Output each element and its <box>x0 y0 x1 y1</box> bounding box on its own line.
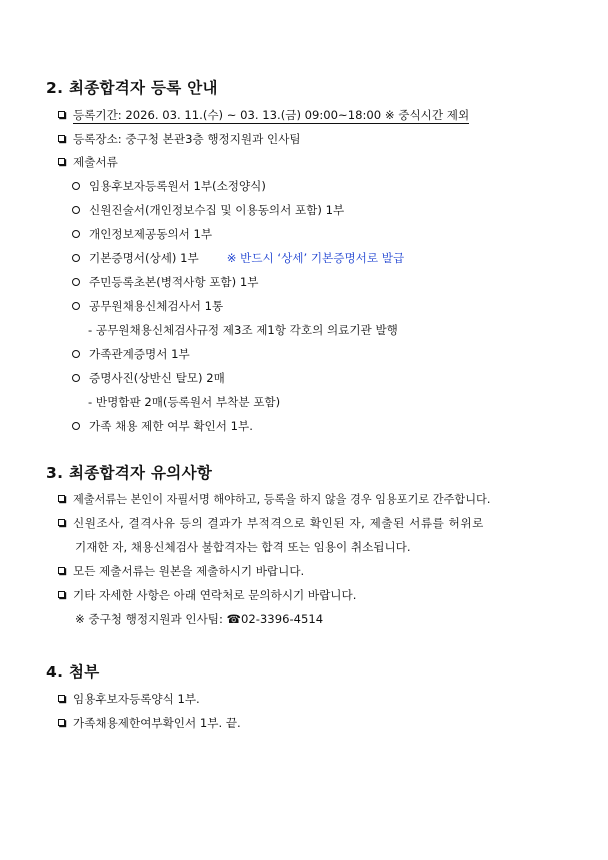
notice-item <box>58 515 484 531</box>
document-item <box>72 370 225 386</box>
section-2-heading: 2. 최종합격자 등록 안내 <box>46 79 218 97</box>
document-subnote: - 반명함판 2매(등록원서 부착분 포함) <box>88 395 281 409</box>
document-item <box>72 178 266 194</box>
notice-item <box>58 491 490 508</box>
document-note: ※ 반드시 ‘상세’ 기본증명서로 발급 <box>226 251 405 265</box>
required-documents-label <box>58 154 118 170</box>
contact-info: ※ 중구청 행정지원과 인사팀: ☎02-3396-4514 <box>75 612 324 626</box>
attachment-item-text: 가족채용제한여부확인서 1부. 끝. <box>73 716 241 730</box>
notice-item-text: 모든 제출서류는 원본을 제출하시기 바랍니다. <box>73 564 305 578</box>
circle-bullet-icon <box>72 278 80 286</box>
circle-bullet-icon <box>72 254 80 262</box>
document-item-text: 기본증명서(상세) 1부 <box>89 251 199 265</box>
checkbox-bullet-icon <box>58 495 65 502</box>
circle-bullet-icon <box>72 422 80 430</box>
registration-period-text: 등록기간: 2026. 03. 11.(수) ~ 03. 13.(금) 09:00~18:00 ※ 중식시간 제외 <box>73 108 470 122</box>
checkbox-bullet-icon <box>58 567 65 574</box>
notice-item-text: 기타 자세한 사항은 아래 연락처로 문의하시기 바랍니다. <box>73 588 357 602</box>
registration-place-text: 등록장소: 중구청 본관3층 행정지원과 인사팀 <box>73 132 301 146</box>
document-item-text: 개인정보제공동의서 1부 <box>89 227 213 241</box>
registration-period <box>58 107 469 123</box>
document-item-text: 신원진술서(개인정보수집 및 이용동의서 포함) 1부 <box>89 203 345 217</box>
circle-bullet-icon <box>72 206 80 214</box>
notice-item <box>58 587 356 603</box>
checkbox-bullet-icon <box>58 111 65 118</box>
checkbox-bullet-icon <box>58 158 65 165</box>
section-4-heading: 4. 첨부 <box>46 663 100 681</box>
notice-item <box>58 563 304 579</box>
notice-item-text: 제출서류는 본인이 자필서명 해야하고, 등록을 하지 않을 경우 임용포기로 간주합니다. <box>73 493 491 506</box>
document-item-text: 임용후보자등록원서 1부(소정양식) <box>89 179 266 193</box>
required-documents-text: 제출서류 <box>73 155 118 169</box>
checkbox-bullet-icon <box>58 591 65 598</box>
document-item <box>72 226 212 242</box>
circle-bullet-icon <box>72 350 80 358</box>
document-item-text: 증명사진(상반신 탈모) 2매 <box>89 371 225 385</box>
document-item-text: 가족관계증명서 1부 <box>89 347 190 361</box>
checkbox-bullet-icon <box>58 695 65 702</box>
document-item <box>72 346 190 362</box>
document-item-text: 주민등록초본(병적사항 포함) 1부 <box>89 275 259 289</box>
document-item-text: 가족 채용 제한 여부 확인서 1부. <box>89 419 253 433</box>
notice-item-continuation: 기재한 자, 채용신체검사 불합격자는 합격 또는 임용이 취소됩니다. <box>75 540 411 554</box>
checkbox-bullet-icon <box>58 519 65 526</box>
document-item <box>72 274 258 290</box>
document-item <box>72 298 223 314</box>
document-item <box>72 418 253 434</box>
document-subnote: - 공무원채용신체검사규정 제3조 제1항 각호의 의료기관 발행 <box>88 323 398 337</box>
document-item <box>72 202 344 218</box>
document-item <box>72 250 404 266</box>
attachment-item <box>58 691 200 707</box>
circle-bullet-icon <box>72 230 80 238</box>
attachment-item <box>58 715 241 731</box>
registration-place <box>58 131 301 147</box>
document-item-text: 공무원채용신체검사서 1통 <box>89 299 224 313</box>
circle-bullet-icon <box>72 182 80 190</box>
notice-item-text: 신원조사, 결격사유 등의 결과가 부적격으로 확인된 자, 제출된 서류를 허위로 <box>73 516 484 530</box>
attachment-item-text: 임용후보자등록양식 1부. <box>73 692 200 706</box>
circle-bullet-icon <box>72 374 80 382</box>
checkbox-bullet-icon <box>58 135 65 142</box>
checkbox-bullet-icon <box>58 719 65 726</box>
circle-bullet-icon <box>72 302 80 310</box>
section-3-heading: 3. 최종합격자 유의사항 <box>46 464 213 482</box>
